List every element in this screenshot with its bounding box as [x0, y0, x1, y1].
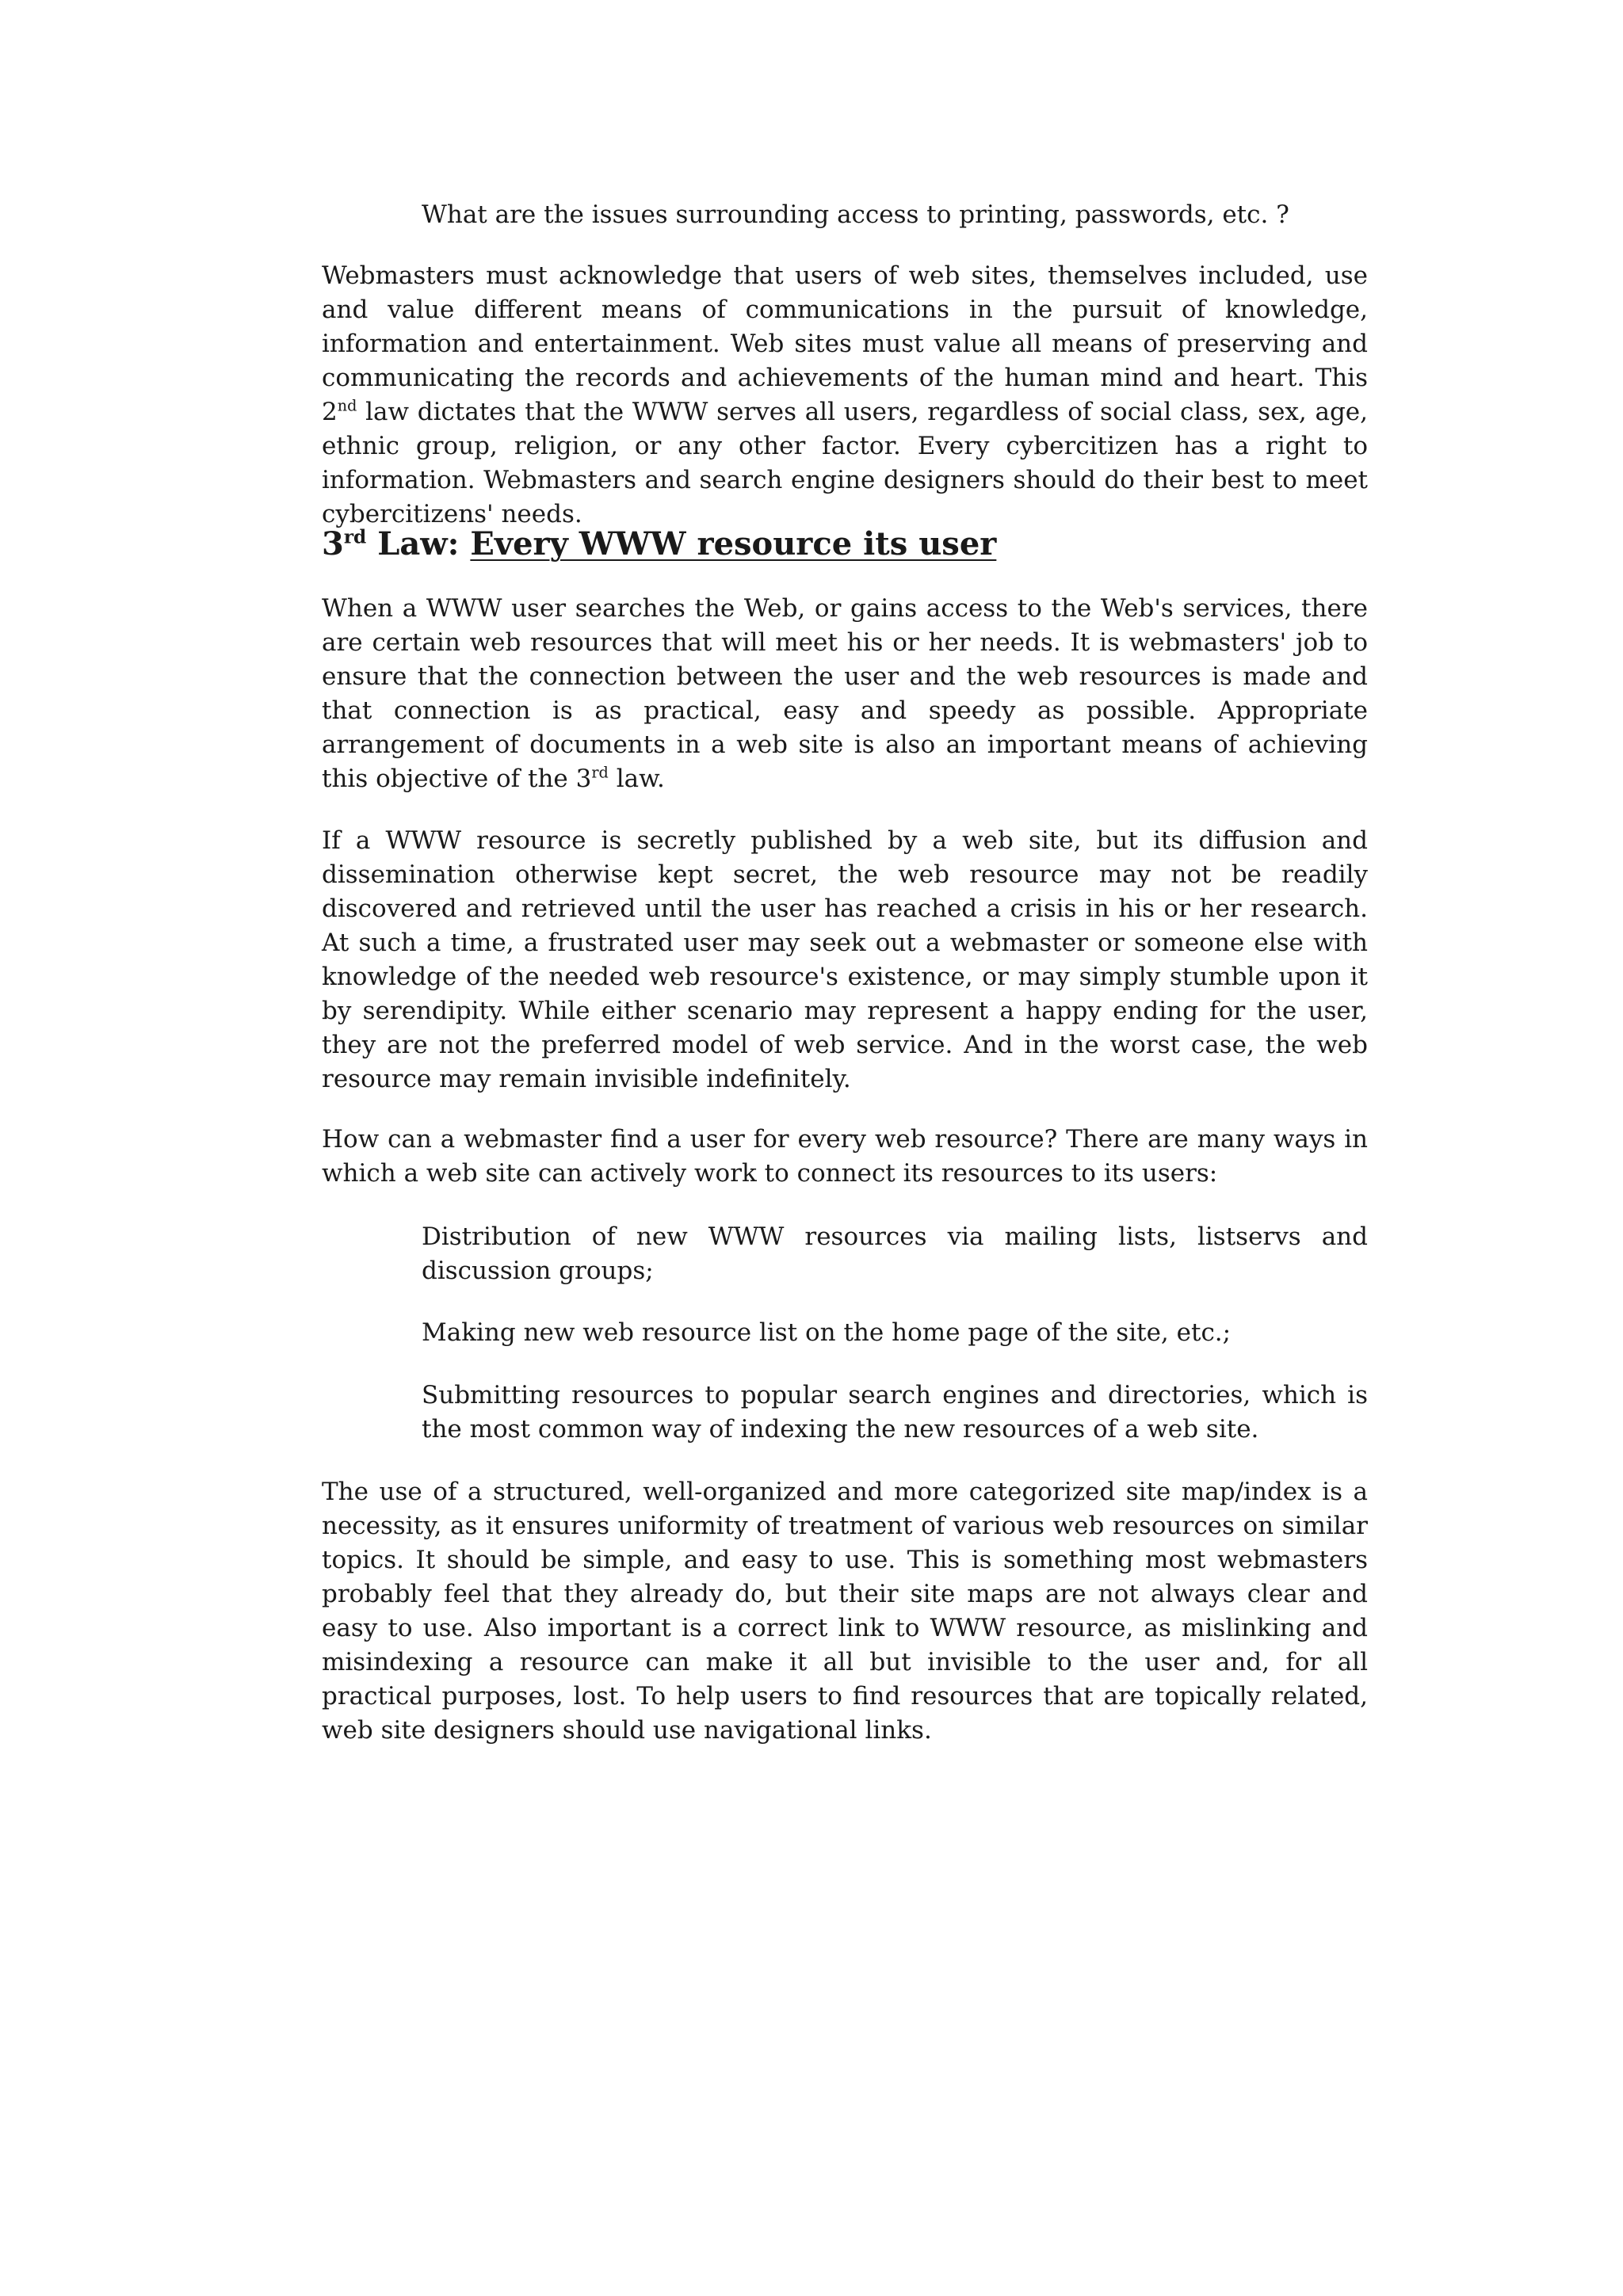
heading-number: 3 [322, 525, 344, 563]
paragraph-site-map: The use of a structured, well-organized and more categorized site map/index is a necessity, as it ensures uniformity of treatment of various web resources on similar topics. It should be simple, and easy to use. This is something most webmasters probably feel that they already do, but their site maps are not always clear and easy to use. Also important is a correct link to WWW resource, as mislinking and misindexing a resource can make it all but invisible to the user and, for all practical purposes, lost. To help users to find resources that are topically related, web site designers should use navigational links. [322, 1478, 1368, 1745]
heading-label: Law: [366, 525, 471, 563]
ordinal-suffix: rd [591, 763, 609, 782]
list-item: Distribution of new WWW resources via mailing lists, listservs and discussion groups; [422, 1222, 1368, 1285]
heading-title: Every WWW resource its user [470, 525, 997, 563]
section-heading [322, 524, 996, 565]
list-item: Making new web resource list on the home page of the site, etc.; [422, 1318, 1232, 1347]
paragraph-second-law [322, 259, 1368, 532]
list-item: Submitting resources to popular search engines and directories, which is the most common way of indexing the new resources of a web site. [422, 1381, 1368, 1444]
paragraph-third-law [322, 592, 1368, 796]
ordinal-suffix: nd [337, 396, 357, 415]
paragraph-text: When a WWW user searches the Web, or gains access to the Web's services, there are certain web resources that will meet his or her needs. It is webmasters' job to ensure that the connection between the user and the web resources is made and that connection is as practical, easy and speedy as possible. Appropriate arrangement of documents in a web site is also an important means of achieving this objective of the 3 [322, 594, 1368, 793]
ordinal-suffix: rd [343, 526, 367, 548]
paragraph-ways-question: How can a webmaster find a user for every web resource? There are many ways in which a web site can actively work to connect its resources to its users: [322, 1125, 1368, 1188]
paragraph-text: law dictates that the WWW serves all users, regardless of social class, sex, age, ethnic group, religion, or any other factor. Every cybercitizen has a right to information. Webmasters and search engine designers should do their best to meet cybercitizens' needs. [322, 398, 1368, 528]
paragraph-text: Webmasters must acknowledge that users of web sites, themselves included, use and value different means of communications in the pursuit of knowledge, information and entertainment. Web sites must value all means of preserving and communicating the records and achievements of the human mind and heart. This 2 [322, 261, 1368, 426]
paragraph-secret-resource: If a WWW resource is secretly published by a web site, but its diffusion and dissemination otherwise kept secret, the web resource may not be readily discovered and retrieved until the user has reached a crisis in his or her research. At such a time, a frustrated user may seek out a webmaster or someone else with knowledge of the needed web resource's existence, or may simply stumble upon it by serendipity. While either scenario may represent a happy ending for the user, they are not the preferred model of web service. And in the worst case, the web resource may remain invisible indefinitely. [322, 826, 1368, 1093]
question-line: What are the issues surrounding access to printing, passwords, etc. ? [422, 200, 1289, 229]
paragraph-text: law. [608, 765, 665, 793]
